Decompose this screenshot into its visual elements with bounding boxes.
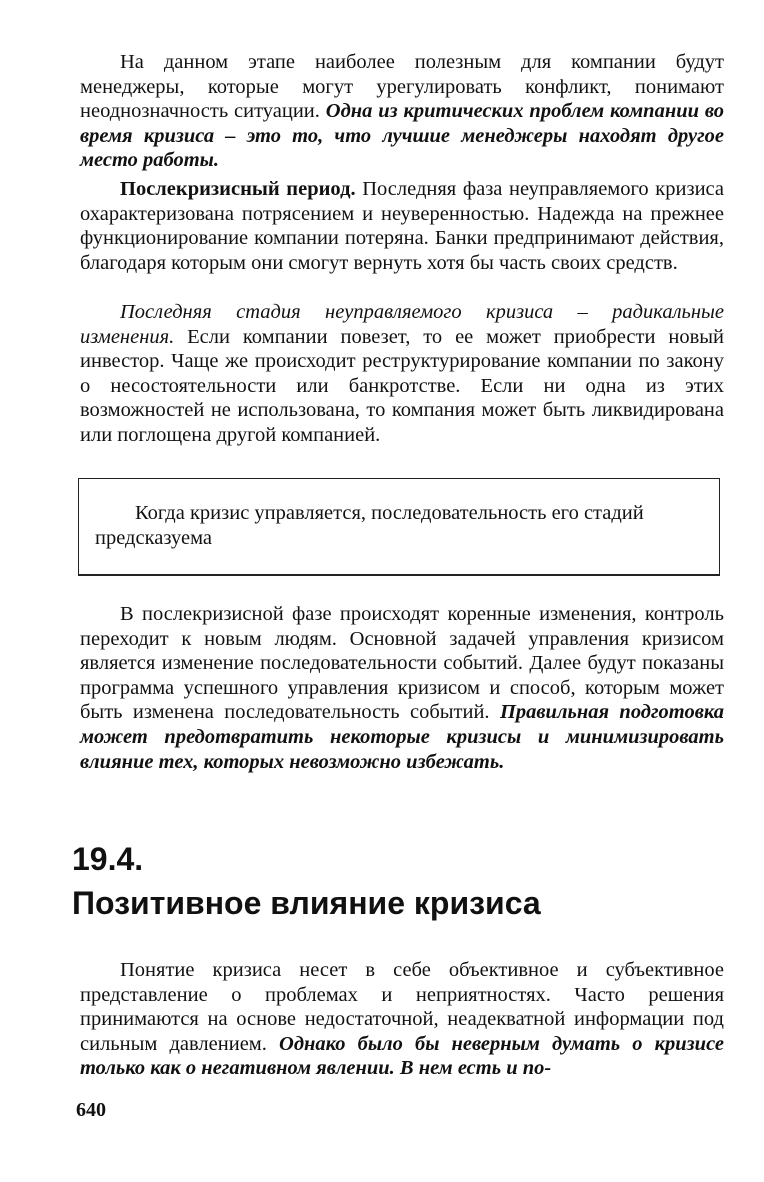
paragraph-crisis-concept — [80, 958, 724, 1081]
post-crisis-phase-emphasis: Правильная подготовка может предотвратить некоторые кризисы и минимизировать влияние тех, которых невозможно избежать. — [80, 701, 725, 773]
post-crisis-period-text: Последняя фаза неуправляемого кризиса охарактеризована потрясением и неуверенностью. Надежда на прежнее функционирование компании потеряна. Банки предпринимают действия, благодаря которым они смогут вернуть хотя бы часть своих средств. — [80, 178, 724, 274]
paragraph-post-crisis-period — [80, 177, 724, 275]
paragraph-managers-emphasis: Одна из критических проблем компании во время кризиса – это то, что лучшие менеджеры находят другое место работы. — [80, 100, 724, 172]
post-crisis-period-heading: Послекризисный период. — [120, 178, 356, 200]
callout-text-block — [95, 501, 705, 550]
callout-box — [78, 478, 720, 576]
paragraph-managers — [80, 50, 724, 173]
last-stage-heading: Последняя стадия неуправляемого кризиса – радикальные изменения. — [80, 301, 724, 348]
callout-text: Когда кризис управляется, последовательность его стадий предсказуема — [95, 502, 644, 549]
crisis-concept-text: Понятие кризиса несет в себе объективное и субъективное представление о проблемах и неприятностях. Часто решения принимаются на основе недостаточной, неадекватной информации под сильным давлением. — [80, 959, 724, 1055]
paragraph-last-stage — [80, 300, 724, 448]
section-number: 19.4. — [72, 841, 144, 877]
post-crisis-phase-text: В послекризисной фазе происходят коренные изменения, контроль переходит к новым людям. Основной задачей управления кризисом является изменение последовательности событий. Далее будут показаны программа успешного управления кризисом и способ, которым может быть изменена последовательность событий. — [80, 603, 724, 724]
paragraph-post-crisis-phase — [80, 602, 724, 774]
page-number: 640 — [76, 1099, 106, 1121]
last-stage-text: Если компании повезет, то ее может приобрести новый инвестор. Чаще же происходит реструктурирование компании по закону о несостоятельности или банкротстве. Если ни одна из этих возможностей не использована, то компания может быть ликвидирована или поглощена другой компанией. — [80, 325, 724, 446]
crisis-concept-emphasis: Однако было бы неверным думать о кризисе только как о негативном явлении. В нем есть и по- — [80, 1032, 725, 1080]
section-title: Позитивное влияние кризиса — [72, 885, 541, 921]
paragraph-managers-text: На данном этапе наиболее полезным для компании будут менеджеры, которые могут урегулировать конфликт, понимают неоднозначность ситуации. — [80, 51, 724, 123]
